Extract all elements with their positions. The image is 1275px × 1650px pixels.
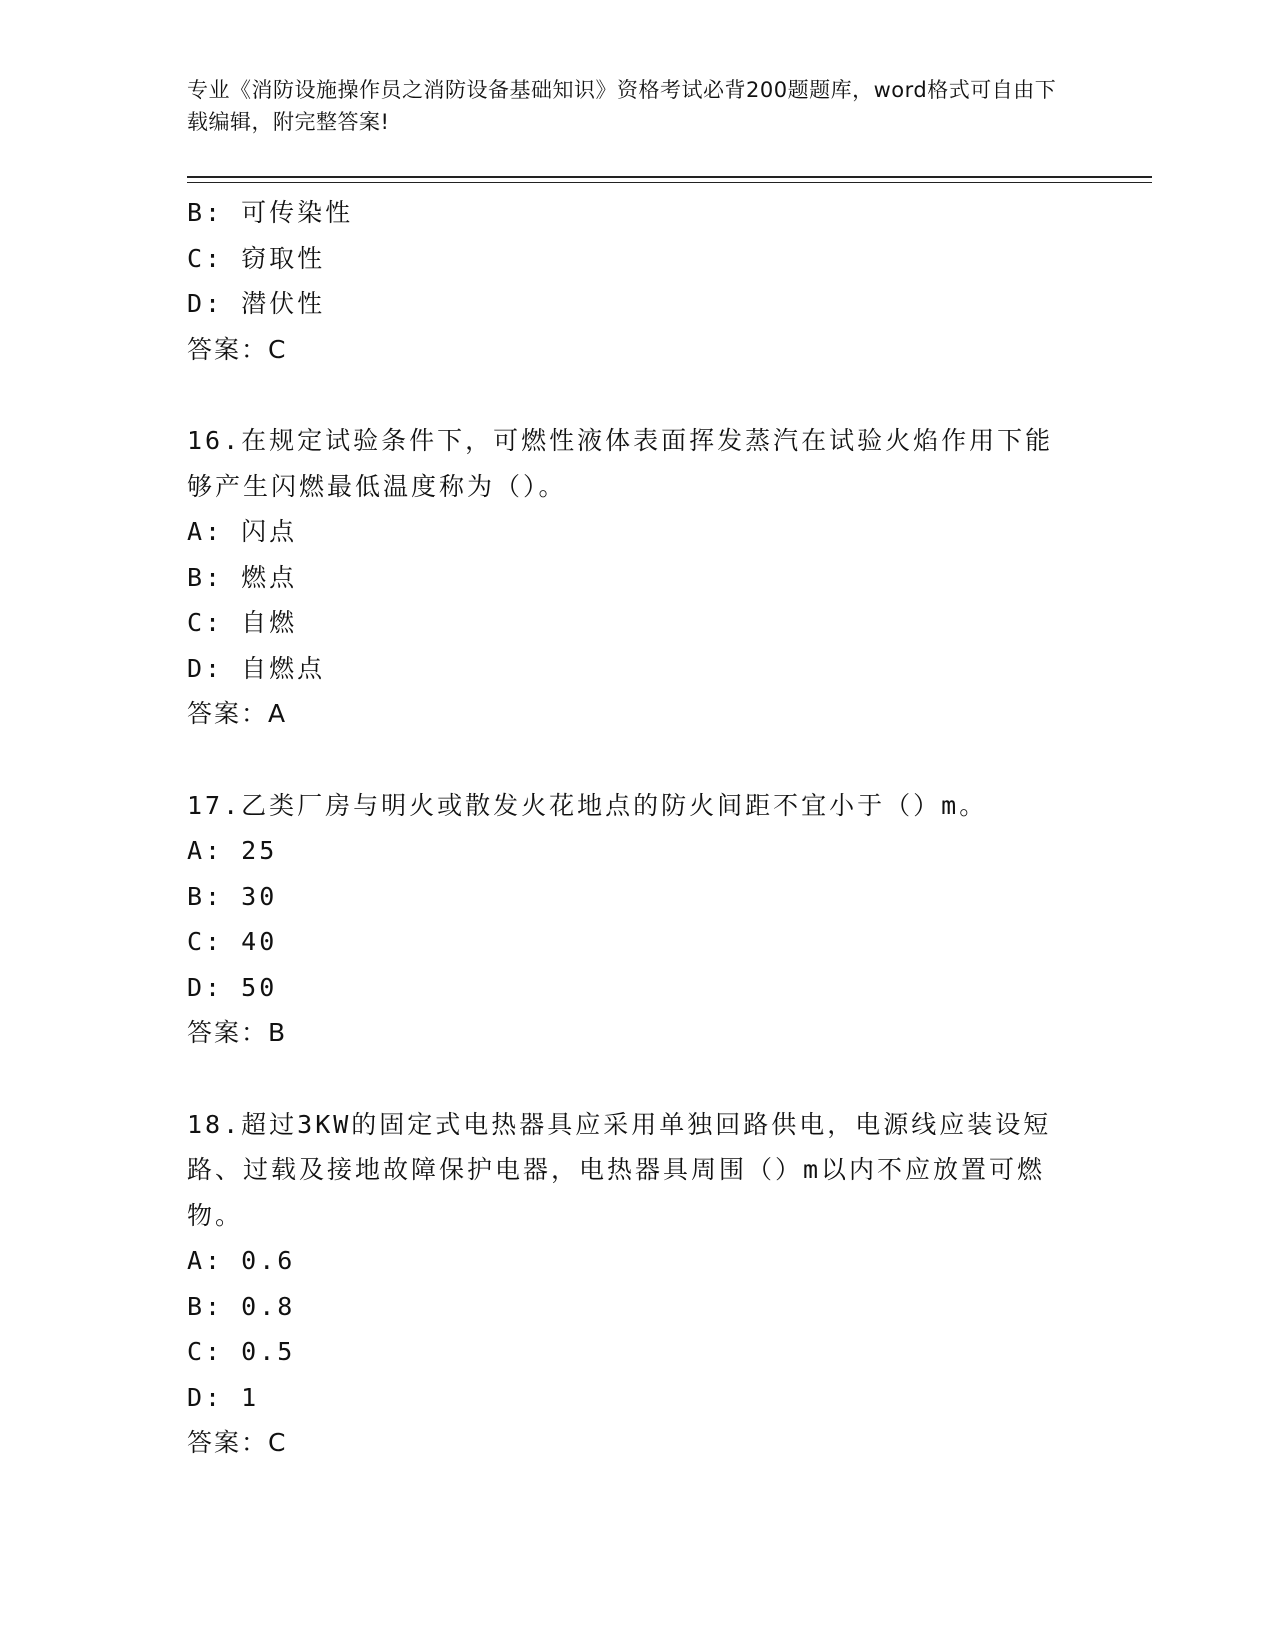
question-text-line: 路、过载及接地故障保护电器，电热器具周围（）m以内不应放置可燃 bbox=[187, 1155, 1046, 1184]
question-text-line: 够产生闪燃最低温度称为（）。 bbox=[187, 471, 567, 501]
question-text-line: 18.超过3KW的固定式电热器具应采用单独回路供电，电源线应装设短 bbox=[187, 1109, 1052, 1139]
spacer bbox=[187, 737, 1087, 783]
question-15 bbox=[187, 190, 1087, 372]
answer: 答案：C bbox=[187, 334, 288, 364]
option-b: B: 0.8 bbox=[187, 1291, 296, 1321]
question-text-line: 物。 bbox=[187, 1200, 244, 1230]
option-c: C: 窃取性 bbox=[187, 243, 326, 273]
option-b: B: 30 bbox=[187, 881, 278, 911]
answer: 答案：A bbox=[187, 699, 288, 728]
question-17 bbox=[187, 783, 1087, 1056]
option-d: D: 潜伏性 bbox=[187, 289, 326, 318]
option-b: B: 可传染性 bbox=[187, 198, 354, 227]
option-c: C: 0.5 bbox=[187, 1337, 296, 1366]
option-c: C: 自燃 bbox=[187, 608, 298, 637]
answer: 答案：C bbox=[187, 1428, 288, 1457]
header-rule-thick bbox=[187, 176, 1152, 178]
spacer bbox=[187, 372, 1087, 418]
option-b: B: 燃点 bbox=[187, 562, 298, 592]
option-d: D: 50 bbox=[187, 972, 278, 1002]
option-a: A: 闪点 bbox=[187, 517, 298, 546]
option-d: D: 1 bbox=[187, 1382, 260, 1412]
question-18 bbox=[187, 1102, 1087, 1466]
option-a: A: 25 bbox=[187, 836, 278, 865]
document-header: 专业《消防设施操作员之消防设备基础知识》资格考试必背200题题库，word格式可自由下载编辑，附完整答案! bbox=[187, 78, 1057, 134]
answer: 答案：B bbox=[187, 1018, 288, 1047]
option-d: D: 自燃点 bbox=[187, 653, 326, 683]
spacer bbox=[187, 1056, 1087, 1102]
header-rule-thin bbox=[187, 182, 1152, 183]
option-c: C: 40 bbox=[187, 927, 278, 956]
question-16 bbox=[187, 418, 1087, 737]
question-text-line: 17.乙类厂房与明火或散发火花地点的防火间距不宜小于（）m。 bbox=[187, 790, 988, 820]
option-a: A: 0.6 bbox=[187, 1246, 296, 1275]
question-content bbox=[187, 190, 1087, 1466]
question-text-line: 16.在规定试验条件下，可燃性液体表面挥发蒸汽在试验火焰作用下能 bbox=[187, 426, 1054, 455]
